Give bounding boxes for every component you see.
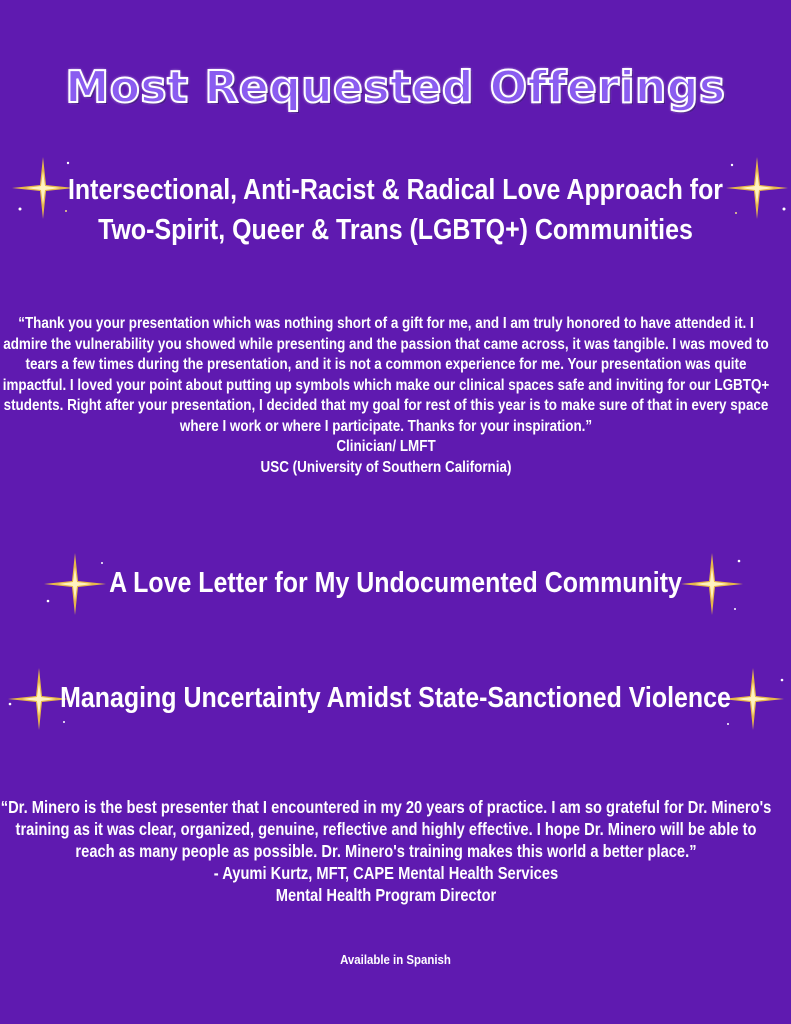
section-heading-line: Intersectional, Anti-Racist & Radical Love Approach for (67, 174, 724, 206)
testimonial-quote: “Dr. Minero is the best presenter that I encountered in my 20 years of practice. I am so grateful for Dr. Minero's training as it was clear, organized, genuine, reflective and highly effective. I hope Dr. Minero will be able to reach as many people as possible. Dr. Minero's training makes this world a better place.” (0, 797, 772, 861)
section-heading-uncertainty: Managing Uncertainty Amidst State-Sanctioned Violence (60, 682, 731, 714)
testimonial-attribution: Clinician/ LMFT (336, 438, 436, 455)
page-title: Most Requested Offerings (65, 62, 726, 113)
testimonial-attribution: USC (University of Southern California) (260, 458, 512, 476)
testimonial-uncertainty (0, 796, 777, 906)
language-note: Available in Spanish (340, 952, 451, 967)
testimonial-attribution: - Ayumi Kurtz, MFT, CAPE Mental Health Services (213, 863, 559, 883)
testimonial-quote: “Thank you your presentation which was nothing short of a gift for me, and I am truly honored to have attended it. I admire the vulnerability you showed while presenting and the passion that came across, it was tangible. I was moved to tears a few times during the presentation, and it is not a common experience for me. Your presentation was quite impactful. I loved your point about putting up symbols which make our clinical spaces safe and inviting for our LGBTQ+ students. Right after your presentation, I decided that my goal for rest of this year is to make sure of that in every space where I work or where I participate. Thanks for your inspiration.” (2, 315, 770, 435)
section-heading-lgbtq (55, 170, 735, 250)
section-heading-line: Two-Spirit, Queer & Trans (LGBTQ+) Communities (98, 214, 693, 246)
section-heading-undocumented: A Love Letter for My Undocumented Community (109, 567, 682, 599)
testimonial-attribution: Mental Health Program Director (275, 885, 497, 905)
testimonial-lgbtq (0, 314, 777, 478)
